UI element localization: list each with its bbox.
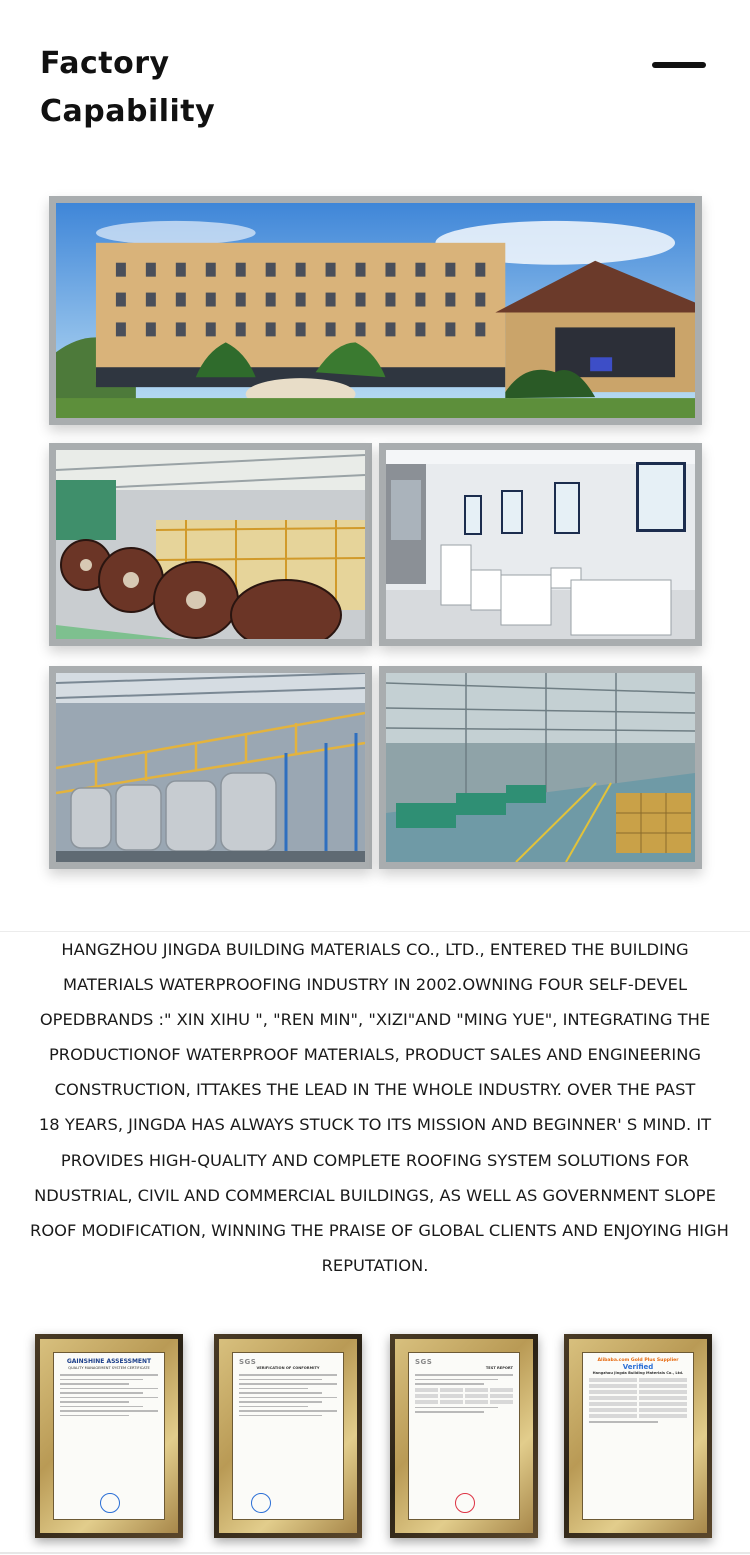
production-rollers-photo <box>49 443 372 646</box>
certificate-subheading: TEST REPORT <box>485 1366 513 1370</box>
seal-icon <box>455 1493 475 1513</box>
description-line: PRODUCTIONOF WATERPROOF MATERIALS, PRODUCT SALES AND ENGINEERING <box>48 1045 702 1065</box>
description-line: MATERIALS WATERPROOFING INDUSTRY IN 2002.OWNING FOUR SELF-DEVEL <box>62 975 688 995</box>
description-line: OPEDBRANDS :" XIN XIHU ", "REN MIN", "XIZI"AND "MING YUE", INTEGRATING THE <box>39 1010 711 1030</box>
mixing-tanks-photo <box>49 666 372 869</box>
seal-icon <box>100 1493 120 1513</box>
certificate-subheading: QUALITY MANAGEMENT SYSTEM CERTIFICATE <box>68 1366 150 1370</box>
factory-workshop-photo <box>379 666 702 869</box>
description-line: ROOF MODIFICATION, WINNING THE PRAISE OF GLOBAL CLIENTS AND ENJOYING HIGH <box>30 1220 729 1240</box>
test-report-certificate <box>390 1334 538 1538</box>
certificate-heading: SGS <box>415 1358 433 1366</box>
footer-divider <box>0 1552 750 1554</box>
seal-icon <box>251 1493 271 1513</box>
certificate-heading: Alibaba.com Gold Plus Supplier <box>597 1358 679 1363</box>
description-line: REPUTATION. <box>321 1255 429 1275</box>
hamburger-line-icon[interactable] <box>652 62 706 68</box>
quality-management-certificate <box>35 1334 183 1538</box>
certificate-subheading: Verified <box>622 1363 654 1371</box>
page-title-line-1: Factory <box>40 46 170 81</box>
description-line: NDUSTRIAL, CIVIL AND COMMERCIAL BUILDINGS, AS WELL AS GOVERNMENT SLOPE <box>34 1185 716 1205</box>
page-title <box>40 40 215 136</box>
certificate-company: Hangzhou Jingda Building Materials Co., Ltd. <box>592 1371 684 1375</box>
laboratory-photo <box>379 443 702 646</box>
certificate-heading: SGS <box>239 1358 257 1366</box>
company-description <box>30 932 729 1283</box>
description-line: HANGZHOU JINGDA BUILDING MATERIALS CO., LTD., ENTERED THE BUILDING <box>61 940 689 959</box>
certificate-subheading: VERIFICATION OF CONFORMITY <box>256 1366 320 1370</box>
verification-of-conformity-certificate <box>214 1334 362 1538</box>
description-line: 18 YEARS, JINGDA HAS ALWAYS STUCK TO ITS MISSION AND BEGINNER' S MIND. IT <box>38 1115 712 1135</box>
description-line: PROVIDES HIGH-QUALITY AND COMPLETE ROOFING SYSTEM SOLUTIONS FOR <box>60 1150 690 1170</box>
description-line: CONSTRUCTION, ITTAKES THE LEAD IN THE WHOLE INDUSTRY. OVER THE PAST <box>54 1080 696 1100</box>
office-building-photo <box>49 196 702 425</box>
gold-plus-supplier-report <box>564 1334 712 1538</box>
certificate-heading: GAINSHINE ASSESSMENT <box>66 1358 152 1365</box>
page-title-line-2: Capability <box>40 94 216 129</box>
